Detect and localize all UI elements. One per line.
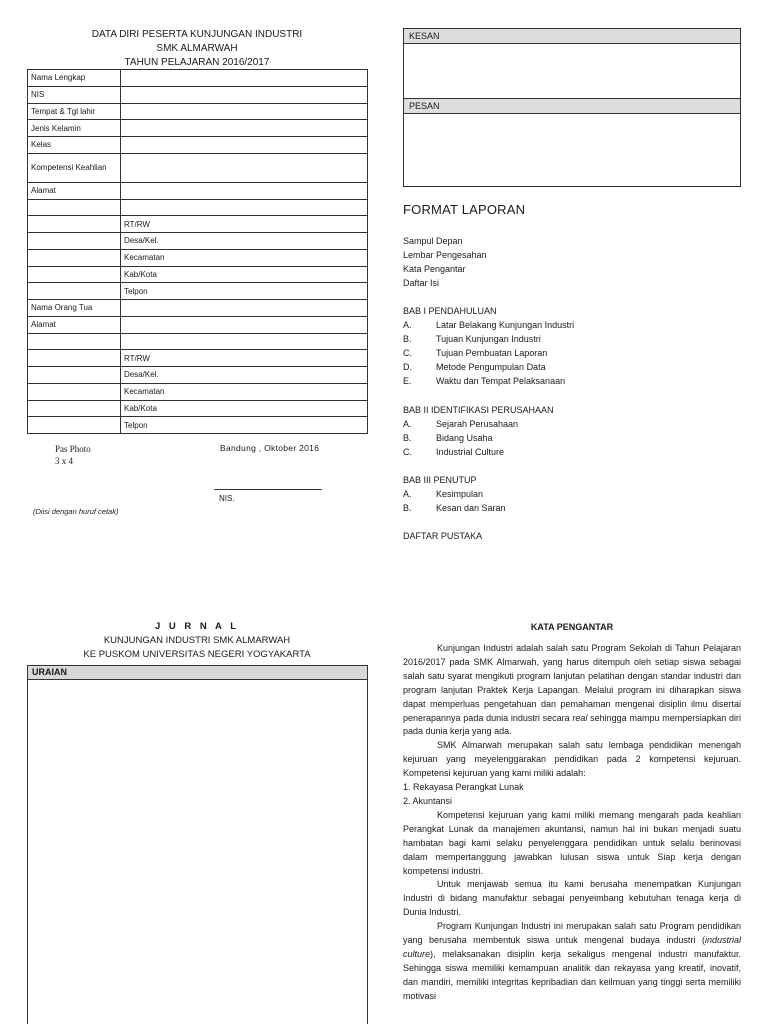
bab1-item	[403, 374, 574, 388]
form-field-label	[28, 333, 121, 350]
form-field-value[interactable]: Kab/Kota	[121, 400, 368, 417]
form-field-label: Kelas	[28, 137, 121, 154]
form-row	[28, 120, 368, 137]
bab1-title: BAB I PENDAHULUAN	[403, 306, 497, 316]
form-row	[28, 153, 368, 182]
bab2-section	[403, 403, 554, 459]
nis-label: NIS.	[219, 494, 235, 503]
form-field-label	[28, 249, 121, 266]
kp-list-item-1: 1. Rekayasa Perangkat Lunak	[403, 782, 524, 793]
bab2-item-letter: A.	[403, 419, 412, 429]
front-item: Sampul Depan	[403, 236, 463, 246]
form-field-label: Nama Orang Tua	[28, 300, 121, 317]
bab1-item-letter: B.	[403, 334, 412, 344]
pesan-box[interactable]	[403, 113, 741, 187]
jurnal-title-line2: KUNJUNGAN INDUSTRI SMK ALMARWAH	[103, 635, 291, 646]
bab1-item-text: Tujuan Pembuatan Laporan	[436, 348, 548, 358]
bab3-section	[403, 473, 506, 515]
form-field-label	[28, 233, 121, 250]
form-field-value[interactable]	[121, 86, 368, 103]
bab1-item-text: Metode Pengumpulan Data	[436, 362, 546, 372]
data-diri-title-line3: TAHUN PELAJARAN 2016/2017	[124, 57, 270, 68]
form-row	[28, 283, 368, 300]
bab3-title: BAB III PENUTUP	[403, 475, 477, 485]
form-field-label: Nama Lengkap	[28, 70, 121, 87]
form-field-value[interactable]: RT/RW	[121, 216, 368, 233]
bab1-item	[403, 360, 574, 374]
form-row	[28, 383, 368, 400]
data-diri-title-line1: DATA DIRI PESERTA KUNJUNGAN INDUSTRI	[91, 29, 303, 40]
form-field-value[interactable]: Telpon	[121, 417, 368, 434]
form-row	[28, 333, 368, 350]
bab1-item	[403, 346, 574, 360]
form-row	[28, 216, 368, 233]
bab1-item	[403, 332, 574, 346]
bab1-item-letter: E.	[403, 376, 412, 386]
form-field-value[interactable]: Desa/Kel.	[121, 233, 368, 250]
format-laporan-title: FORMAT LAPORAN	[403, 202, 526, 217]
front-matter-list	[403, 234, 487, 290]
front-item: Kata Pengantar	[403, 264, 466, 274]
kp-paragraph-2: SMK Almarwah merupakan salah satu lembaga pendidikan menengah kejuruan yang meyelenggarakan pendidikan pada 2 kompetensi kejuruan. Kompetensi kejuruan yang kami miliki adalah:	[403, 740, 741, 779]
bab1-item-text: Waktu dan Tempat Pelaksanaan	[436, 376, 566, 386]
bab3-item	[403, 501, 506, 515]
form-row	[28, 417, 368, 434]
place-date: Bandung , Oktober 2016	[220, 443, 320, 453]
form-row	[28, 233, 368, 250]
bab1-section	[403, 304, 574, 388]
bab2-item-text: Industrial Culture	[436, 447, 505, 457]
form-field-label: Alamat	[28, 182, 121, 199]
form-field-label	[28, 283, 121, 300]
kata-pengantar-body	[403, 642, 741, 1004]
form-field-value[interactable]	[121, 103, 368, 120]
form-field-label	[28, 417, 121, 434]
form-field-label	[28, 400, 121, 417]
form-field-value[interactable]: Kecamatan	[121, 249, 368, 266]
bab2-item-text: Bidang Usaha	[436, 433, 493, 443]
jurnal-title-line1: J U R N A L	[154, 621, 240, 632]
kp-paragraph-5: Program Kunjungan Industri ini merupakan salah satu Program pendidikan yang berusaha membentuk siswa untuk mengenal budaya industri (industrial culture), melaksanakan disiplin kerja sekaligus mengenal industri manufaktur. Sehingga siswa memiliki kemampuan analitik dan rekayasa yang kreatif, inovatif, dan mandiri, memiliki integritas kepribadian dan keilmuan yang tinggi serta memiliki motivasi	[403, 921, 741, 1001]
bab1-item-text: Tujuan Kunjungan Industri	[436, 334, 541, 344]
bab3-item-text: Kesan dan Saran	[436, 503, 506, 513]
pesan-header: PESAN	[403, 98, 741, 114]
bab2-item	[403, 431, 554, 445]
form-field-value[interactable]	[121, 300, 368, 317]
form-field-value[interactable]	[121, 333, 368, 350]
bab3-item-letter: B.	[403, 503, 412, 513]
jurnal-title-line3: KE PUSKOM UNIVERSITAS NEGERI YOGYAKARTA	[83, 649, 311, 660]
data-diri-title-line2: SMK ALMARWAH	[156, 43, 238, 54]
form-field-label	[28, 266, 121, 283]
uraian-box[interactable]	[27, 679, 368, 1024]
front-item: Lembar Pengesahan	[403, 250, 487, 260]
form-field-label: Kompetensi Keahlian	[28, 153, 121, 182]
form-row	[28, 266, 368, 283]
pas-photo-size: 3 x 4	[55, 456, 73, 466]
form-field-label: Jenis Kelamin	[28, 120, 121, 137]
form-row	[28, 350, 368, 367]
form-row	[28, 182, 368, 199]
form-field-label	[28, 199, 121, 216]
bab3-item	[403, 487, 506, 501]
kp-list-item-2: 2. Akuntansi	[403, 795, 453, 806]
front-item: Daftar Isi	[403, 278, 440, 288]
form-field-value[interactable]: RT/RW	[121, 350, 368, 367]
form-field-value[interactable]	[121, 137, 368, 154]
bab2-item-text: Sejarah Perusahaan	[436, 419, 519, 429]
pas-photo-label: Pas Photo	[55, 444, 91, 454]
form-field-value[interactable]	[121, 316, 368, 333]
kp-paragraph-3: Kompetensi kejuruan yang kami miliki memang mengarah pada keahlian Perangkat Lunak da manajemen akuntansi, namun hal ini bukan menjadi suatu hambatan bagi kami selaku penyelenggara pendidikan untuk selalu berinovasi dalam mempertanggung jawabkan lulusan siswa untuk Siap kerja dengan kompetensi industri.	[403, 809, 741, 876]
pas-photo-placeholder	[55, 443, 91, 467]
form-field-value[interactable]: Kab/Kota	[121, 266, 368, 283]
form-field-value[interactable]	[121, 199, 368, 216]
bab1-item-letter: D.	[403, 362, 412, 372]
data-diri-title	[27, 28, 367, 70]
bab2-item-letter: C.	[403, 447, 412, 457]
form-field-value[interactable]	[121, 182, 368, 199]
signature-line	[214, 489, 322, 490]
bab1-item-letter: A.	[403, 320, 412, 330]
form-row	[28, 367, 368, 384]
form-field-label	[28, 367, 121, 384]
fill-note: (Diisi dengan huruf cetak)	[33, 507, 119, 516]
bab1-item-letter: C.	[403, 348, 412, 358]
kata-pengantar-title: KATA PENGANTAR	[530, 622, 614, 632]
form-field-value[interactable]	[121, 153, 368, 182]
form-row	[28, 316, 368, 333]
data-diri-table	[27, 69, 368, 434]
bab2-item-letter: B.	[403, 433, 412, 443]
form-field-label	[28, 350, 121, 367]
form-row	[28, 249, 368, 266]
kesan-header: KESAN	[403, 28, 741, 44]
form-row	[28, 199, 368, 216]
bab2-item	[403, 417, 554, 431]
form-row	[28, 103, 368, 120]
form-row	[28, 300, 368, 317]
form-field-label	[28, 383, 121, 400]
bab1-item	[403, 318, 574, 332]
form-field-value[interactable]: Desa/Kel.	[121, 367, 368, 384]
form-field-value[interactable]	[121, 70, 368, 87]
form-row	[28, 137, 368, 154]
form-field-label	[28, 216, 121, 233]
form-field-label: Tempat & Tgl lahir	[28, 103, 121, 120]
form-row	[28, 86, 368, 103]
form-field-label: NIS	[28, 86, 121, 103]
form-row	[28, 70, 368, 87]
form-field-value[interactable]: Kecamatan	[121, 383, 368, 400]
kp-paragraph-1: Kunjungan Industri adalah salah satu Program Sekolah di Tahun Pelajaran 2016/2017 pada SMK Almarwah, yang harus ditempuh oleh setiap siswa sebagai salah satu syarat mengikuti program lanjutan pelatihan dengan standar industri dan program lanjutan Praktek Kerja Lapangan. Melalui program ini diharapkan siswa dapat memperluas pengetahuan dan pemahaman mengenai disiplin ilmu disertai penerapannya pada dunia industri secara real sehingga mampu mempersiapkan diri pada dunia kerja yang ada.	[403, 643, 741, 737]
jurnal-title	[27, 620, 367, 662]
daftar-pustaka: DAFTAR PUSTAKA	[403, 531, 483, 541]
kesan-box[interactable]	[403, 43, 741, 99]
form-field-value[interactable]	[121, 120, 368, 137]
uraian-header: URAIAN	[27, 665, 368, 680]
bab1-item-text: Latar Belakang Kunjungan Industri	[436, 320, 575, 330]
kp-paragraph-4: Untuk menjawab semua itu kami berusaha menempatkan Kunjungan Industri di bidang manufaktur sebagai penyeimbang kebutuhan tenaga kerja di Dunia Industri.	[403, 879, 741, 918]
bab2-title: BAB II IDENTIFIKASI PERUSAHAAN	[403, 405, 554, 415]
form-row	[28, 400, 368, 417]
form-field-label: Alamat	[28, 316, 121, 333]
bab2-item	[403, 445, 554, 459]
form-field-value[interactable]: Telpon	[121, 283, 368, 300]
bab3-item-text: Kesimpulan	[436, 489, 484, 499]
bab3-item-letter: A.	[403, 489, 412, 499]
